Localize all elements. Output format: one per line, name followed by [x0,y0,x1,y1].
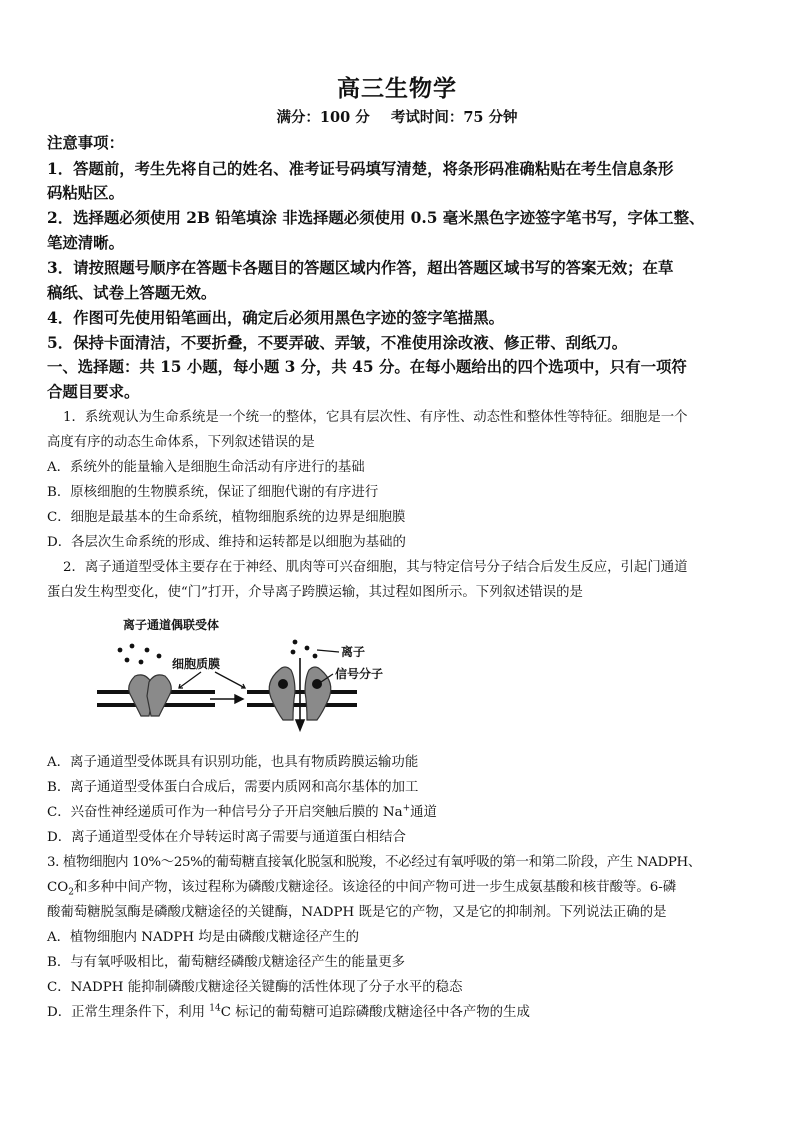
q3-stem: 酸葡萄糖脱氢酶是磷酸戊糖途径的关键酶，NADPH 既是它的产物，又是它的抑制剂。下列说法正确的是 [47,905,667,920]
q3-stem: $CO_2$和多种中间产物，该过程称为磷酸戊糖途径。该途径的中间产物可进一步生成氨基酸和核苷酸等。6-磷 [47,880,677,898]
full-score: 满分：100 分 [276,109,370,126]
exam-time: 考试时间：75 分钟 [390,109,518,126]
transition-arrow [210,695,243,703]
figure-caption: 离子通道偶联受体 [123,618,220,632]
notice-heading: 注意事项： [47,134,124,152]
ion-dots-right [291,640,318,659]
membrane-label: 细胞质膜 [172,657,221,671]
q2-stem: 蛋白发生构型变化，使“门”打开，介导离子跨膜运输，其过程如图所示。下列叙述错误的是 [47,585,583,600]
q2-option-c: C．兴奋性神经递质可作为一种信号分子开启突触后膜的 Na+通道 [47,803,437,820]
notice-line: 1．答题前，考生先将自己的姓名、准考证号码填写清楚，将条形码准确粘贴在考生信息条形 [47,160,674,178]
q2-option-d: D．离子通道型受体在介导转运时离子需要与通道蛋白相结合 [47,830,406,845]
q1-stem: 1．系统观认为生命系统是一个统一的整体，它具有层次性、有序性、动态性和整体性等特征。细胞是一个 [63,410,688,425]
section-heading: 合题目要求。 [47,383,140,401]
ion-dots-left [118,644,162,665]
label-arrows [179,672,245,688]
notice-line: 4．作图可先使用铅笔画出，确定后必须用黑色字迹的签字笔描黑。 [47,309,505,327]
q2-stem: 2．离子通道型受体主要存在于神经、肌肉等可兴奋细胞，其与特定信号分子结合后发生反应，引起门通道 [63,560,688,575]
closed-channel-icon [129,675,172,716]
q3-option-c: C．NADPH 能抑制磷酸戊糖途径关键酶的活性体现了分子水平的稳态 [47,980,463,995]
q1-stem: 高度有序的动态生命体系，下列叙述错误的是 [47,435,315,450]
q2-option-a: A．离子通道型受体既具有识别功能，也具有物质跨膜运输功能 [47,755,419,770]
exam-info [0,106,794,127]
q3-option-b: B．与有氧呼吸相比，葡萄糖经磷酸戊糖途径产生的能量更多 [47,955,405,970]
notice-line: 码粘贴区。 [47,184,124,202]
q1-option-c: C．细胞是最基本的生命系统，植物细胞系统的边界是细胞膜 [47,510,406,525]
notice-line: 笔迹清晰。 [47,234,124,252]
q1-option-a: A．系统外的能量输入是细胞生命活动有序进行的基础 [47,460,365,475]
notice-line: 3．请按照题号顺序在答题卡各题目的答题区域内作答，超出答题区域书写的答案无效；在草 [47,259,674,277]
q3-stem: 3. 植物细胞内 10%～25%的葡萄糖直接氧化脱氢和脱羧，不必经过有氧呼吸的第一和第二阶段，产生 NADPH、 [47,855,701,870]
ion-channel-figure [95,612,435,737]
notice-line: 2．选择题必须使用 2B 铅笔填涂 非选择题必须使用 0.5 毫米黑色字迹签字笔书写，字体工整、 [47,209,705,227]
notice-line: 5．保持卡面清洁，不要折叠，不要弄破、弄皱，不准使用涂改液、修正带、刮纸刀。 [47,334,628,352]
ion-pointer [317,650,339,652]
q3-option-d: D．正常生理条件下，利用 $^{14}$C 标记的葡萄糖可追踪磷酸戊糖途径中各产物的生成 [47,1003,530,1020]
q3-option-a: A．植物细胞内 NADPH 均是由磷酸戊糖途径产生的 [47,930,360,945]
q1-option-b: B．原核细胞的生物膜系统，保证了细胞代谢的有序进行 [47,485,379,500]
q2-option-b: B．离子通道型受体蛋白合成后，需要内质网和高尔基体的加工 [47,780,419,795]
section-heading: 一、选择题：共 15 小题，每小题 3 分，共 45 分。在每小题给出的四个选项中，只有一项符 [47,358,687,376]
signal-label: 信号分子 [335,667,384,681]
membrane-right [247,692,357,705]
notice-line: 稿纸、试卷上答题无效。 [47,284,217,302]
ion-label: 离子 [341,645,366,659]
q1-option-d: D．各层次生命系统的形成、维持和运转都是以细胞为基础的 [47,535,406,550]
page-title: 高三生物学 [337,75,457,102]
